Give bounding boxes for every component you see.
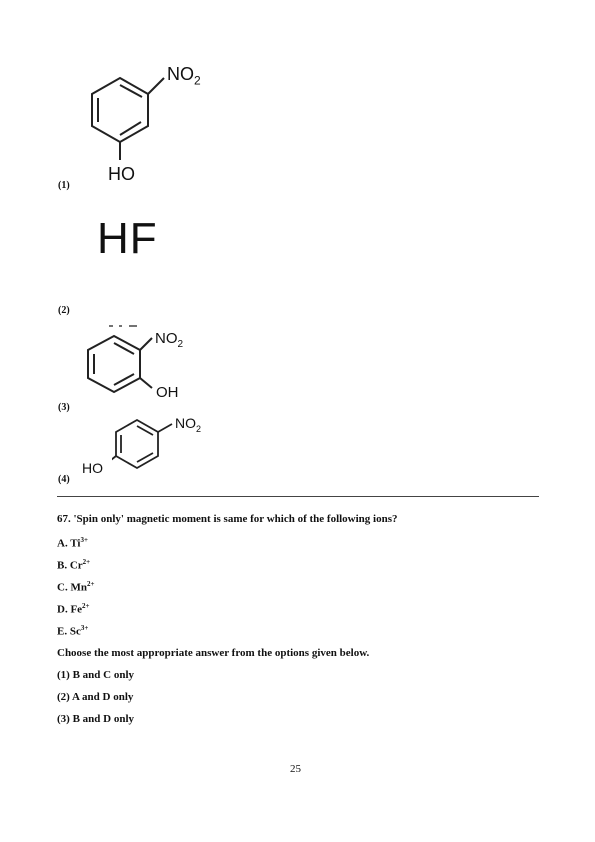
option-2-label: (2) — [58, 305, 70, 316]
option-1-label: (1) — [58, 180, 70, 191]
section-divider — [57, 496, 539, 497]
page-number: 25 — [290, 763, 301, 775]
question-67-text: 67. 'Spin only' magnetic moment is same for which of the following ions? — [57, 513, 398, 525]
answer-option-3[interactable]: (3) B and D only — [57, 713, 135, 725]
question-item-d: D. $Fe^{2+}$ — [57, 602, 90, 616]
question-item-e: E. $Sc^{3+}$ — [57, 624, 89, 638]
option-2-dash-artifact — [109, 315, 139, 317]
answer-option-1[interactable]: (1) B and C only — [57, 669, 135, 681]
option-1-ho-label: HO — [108, 164, 135, 184]
answer-option-2[interactable]: (2) A and D only — [57, 691, 134, 703]
question-item-c: C. $Mn^{2+}$ — [57, 580, 95, 594]
option-4-label: (4) — [58, 474, 70, 485]
option-1-no2-label: $NO_2$ — [167, 64, 201, 88]
option-3-oh-label: OH — [156, 384, 179, 401]
question-item-a: A. $Ti^{3+}$ — [57, 536, 88, 550]
option-3-no2-label: $NO_2$ — [155, 330, 184, 350]
option-3-label: (3) — [58, 402, 70, 413]
option-4-ho-label: HO — [82, 460, 103, 476]
option-2-hf-text: HF — [97, 214, 158, 263]
question-instruction: Choose the most appropriate answer from the options given below. — [57, 647, 370, 659]
question-item-b: B. $Cr^{2+}$ — [57, 558, 91, 572]
option-4-no2-label: $NO_2$ — [175, 415, 202, 434]
